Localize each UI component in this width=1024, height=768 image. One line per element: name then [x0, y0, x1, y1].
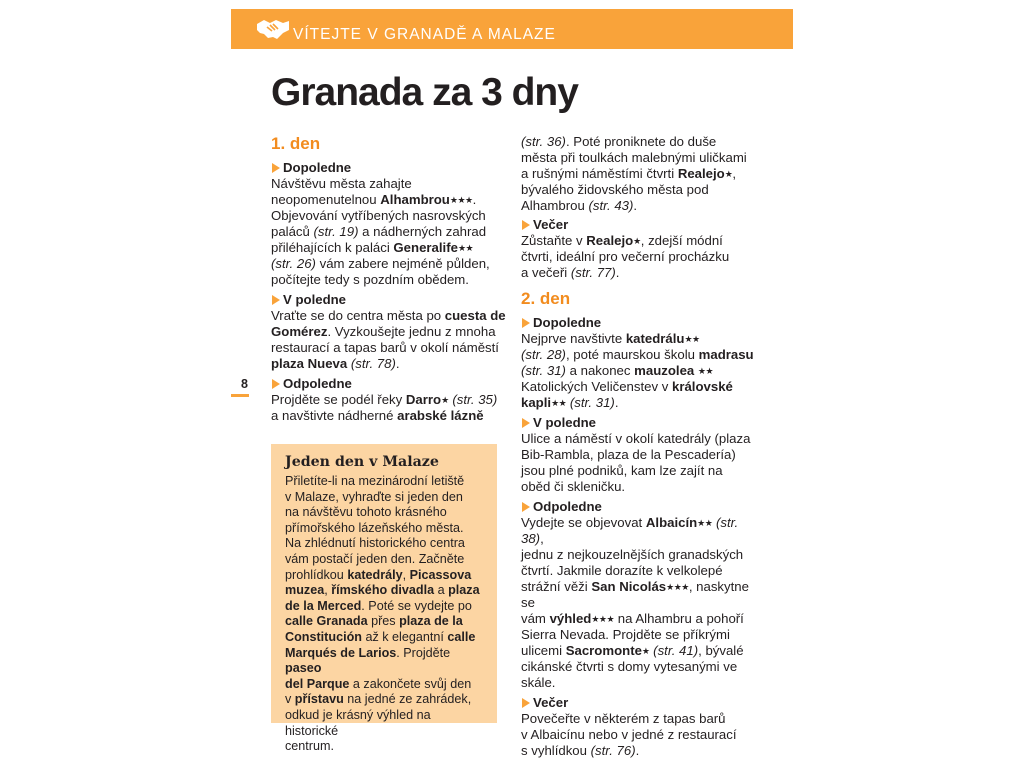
text-run: Vydejte se objevovat — [521, 515, 646, 530]
star-rating: ★ — [724, 169, 733, 179]
day1-noon-text — [271, 308, 506, 372]
star-rating: ★★ — [697, 518, 713, 528]
handshake-icon — [256, 18, 290, 40]
text-run: na Alhambru a pohoří Sierra Nevada. Projděte se příkrými ulicemi — [521, 611, 744, 658]
malaga-sidebar-box — [271, 444, 497, 754]
heading-label: Večer — [533, 217, 569, 232]
heading-label: V poledne — [533, 415, 597, 430]
text-run: přes — [367, 614, 400, 629]
triangle-bullet-icon — [522, 502, 530, 512]
day2-noon — [521, 415, 756, 495]
day2-morning-heading — [521, 315, 756, 331]
page-reference: (str. 43) — [588, 198, 634, 213]
triangle-bullet-icon — [522, 220, 530, 230]
banner-title: VÍTEJTE V GRANADĚ A MALAZE — [293, 26, 556, 43]
page-reference: (str. 31) — [569, 395, 615, 410]
day1-morning — [271, 160, 506, 288]
place-arab-baths: arabské lázně — [397, 408, 484, 423]
text-run: a navštivte nádherné — [271, 408, 394, 423]
text-run: , bývalé cikánské čtvrti s domy vytesanými ve skále. — [521, 643, 744, 690]
day1-afternoon-text — [271, 392, 506, 424]
text-run: . — [614, 395, 619, 410]
day1-noon-heading — [271, 292, 506, 308]
page-reference: (str. 36) — [521, 134, 566, 149]
text-run: , naskytne se vám — [521, 579, 749, 626]
place-plaza-nueva: plaza Nueva — [271, 356, 348, 371]
place-generalife: Generalife — [393, 240, 458, 255]
star-rating: ★★★ — [666, 582, 689, 592]
page-number: 8 — [241, 377, 248, 391]
place-merced: plaza de la Merced — [285, 583, 480, 613]
text-run: , bývalého židovského města pod Alhambrou — [521, 166, 736, 213]
day1-evening-heading — [521, 217, 756, 233]
text-run: . — [633, 198, 638, 213]
text-run: Návštěvu města zahajte neopomenutelnou — [271, 176, 412, 207]
star-rating: ★★ — [697, 366, 714, 376]
day2-title: 2. den — [521, 289, 571, 308]
text-run: až k elegantní — [361, 629, 448, 644]
text-run: . — [615, 265, 620, 280]
page-reference: (str. 35) — [452, 392, 498, 407]
heading-label: Večer — [533, 695, 569, 710]
day1-evening — [521, 217, 756, 281]
star-rating: ★ — [441, 395, 449, 405]
triangle-bullet-icon — [522, 318, 530, 328]
place-pristav: přístavu — [294, 692, 344, 707]
text-run: . — [635, 743, 640, 758]
place-calle-granada: calle Granada — [285, 614, 368, 629]
place-sacromonte: Sacromonte — [565, 643, 642, 658]
place-parque: paseo del Parque — [285, 661, 350, 691]
text-run: Katolických Veličenstev v — [521, 379, 669, 394]
day1-morning-heading — [271, 160, 506, 176]
day1-morning-text — [271, 176, 506, 288]
place-larios: calle Marqués de Larios — [285, 629, 476, 660]
text-run: . Poté proniknete do duše města při toulkách malebnými uličkami a rušnými náměstími čtvrti — [521, 134, 747, 181]
text-run: Zůstaňte v — [521, 233, 587, 248]
text-run: . Objevování vytříbených nasrovských paláců — [271, 192, 486, 239]
day2-evening-heading — [521, 695, 756, 711]
place-divadlo: římského divadla — [331, 583, 435, 598]
heading-label: Odpoledne — [283, 376, 352, 391]
page-reference: (str. 31) — [521, 363, 566, 378]
place-madrasa: madrasu — [698, 347, 754, 362]
right-column — [521, 134, 756, 763]
place-mauzolea: mauzolea — [634, 363, 695, 378]
place-katedraly: katedrály — [347, 567, 403, 582]
day2-afternoon-text — [521, 515, 756, 691]
day1-afternoon-heading — [271, 376, 506, 392]
star-rating: ★ — [641, 646, 650, 656]
triangle-bullet-icon — [272, 295, 280, 305]
page-reference: (str. 77) — [570, 265, 616, 280]
star-rating: ★ — [633, 236, 641, 246]
place-san-nicolas: San Nicolás — [591, 579, 667, 594]
page-reference: (str. 76) — [590, 743, 636, 758]
heading-label: Odpoledne — [533, 499, 602, 514]
day2-morning-text — [521, 331, 756, 411]
text-run: Přiletíte-li na mezinárodní letiště v Malaze, vyhraďte si jeden den na návštěvu tohoto krásného přímořského lázeňského města. Na zhlédnutí historického centra vám postačí jeden den. Začněte prohlídkou — [285, 474, 465, 582]
text-run: . Projděte — [396, 645, 451, 660]
box-title: Jeden den v Malaze — [285, 454, 439, 470]
text-run: , — [402, 567, 410, 582]
text-run: , zdejší módní čtvrti, ideální pro večerní procházku a večeři — [521, 233, 730, 280]
text-run: , — [324, 583, 332, 598]
heading-label: V poledne — [283, 292, 347, 307]
heading-label: Dopoledne — [533, 315, 602, 330]
day1-title: 1. den — [271, 134, 321, 153]
star-rating: ★★ — [457, 243, 474, 253]
place-katedrala: katedrálu — [625, 331, 685, 346]
text-run: Povečeřte v některém z tapas barů v Albaicínu nebo v jedné z restaurací s vyhlídkou — [521, 711, 737, 758]
text-run: . Poté se vydejte po — [361, 598, 472, 613]
day2-noon-heading — [521, 415, 756, 431]
text-run: , poté maurskou školu — [565, 347, 699, 362]
place-darro: Darro — [405, 392, 442, 407]
place-picasso: Picassova muzea — [285, 567, 472, 598]
star-rating: ★★ — [684, 334, 700, 344]
day2-evening — [521, 695, 756, 759]
place-constitucion: plaza de la Constitución — [285, 614, 463, 644]
text-run: vám zabere nejméně půlden, počítejte tedy s pozdním obědem. — [271, 256, 490, 287]
day1-evening-text — [521, 233, 756, 281]
text-run: . — [395, 356, 400, 371]
star-rating: ★★★ — [591, 614, 615, 624]
triangle-bullet-icon — [522, 698, 530, 708]
place-albaicin: Albaicín — [645, 515, 698, 530]
place-alhambra: Alhambrou — [380, 192, 450, 207]
place-vyhled: výhled — [549, 611, 592, 626]
page-reference: (str. 19) — [313, 224, 359, 239]
text-run: , jednu z nejkouzelnějších granadských čtvrtí. Jakmile dorazíte k velkolepé strážní věži — [521, 531, 744, 594]
day1-column — [271, 134, 506, 428]
text-run: Projděte se podél řeky — [271, 392, 406, 407]
day2-morning — [521, 315, 756, 411]
day2-noon-text: Ulice a náměstí v okolí katedrály (plaza Bib-Rambla, plaza de la Pescadería) jsou plné podniků, kam lze zajít na oběd či skleničku. — [521, 431, 751, 494]
day2-afternoon-heading — [521, 499, 756, 515]
triangle-bullet-icon — [272, 163, 280, 173]
text-run: Nejprve navštivte — [521, 331, 626, 346]
text-run: a zakončete svůj den v — [285, 676, 472, 707]
section-banner — [231, 9, 793, 49]
page-reference: (str. 38) — [521, 515, 739, 546]
star-rating: ★★ — [551, 398, 567, 408]
star-rating: ★★★ — [449, 195, 473, 205]
day2-afternoon — [521, 499, 756, 691]
text-run: a nakonec — [565, 363, 635, 378]
day2-evening-text — [521, 711, 756, 759]
page-reference: (str. 78) — [350, 356, 396, 371]
text-run: a — [434, 583, 449, 598]
page-title: Granada za 3 dny — [271, 71, 578, 114]
day1-afternoon — [271, 376, 506, 424]
day1-afternoon-continued — [521, 134, 756, 214]
page-reference: (str. 28) — [521, 347, 566, 362]
page-reference: (str. 41) — [653, 643, 699, 658]
place-realejo: Realejo — [677, 166, 725, 181]
text-run: Vraťte se do centra města po — [271, 308, 445, 323]
heading-label: Dopoledne — [283, 160, 352, 175]
place-kaple: královské kapli — [521, 379, 733, 410]
text-run: na jedné ze zahrádek, odkud je krásný výhled na historické centrum. — [285, 692, 472, 754]
place-realejo: Realejo — [586, 233, 634, 248]
page-marker — [231, 394, 249, 397]
triangle-bullet-icon — [522, 418, 530, 428]
place-cuesta: cuesta de Gomérez — [271, 308, 506, 339]
text-run: . Vyzkoušejte jednu z mnoha restaurací a tapas barů v okolí náměstí — [271, 324, 499, 355]
text-run: a nádherných zahrad přiléhajících k paláci — [271, 224, 487, 255]
triangle-bullet-icon — [272, 379, 280, 389]
day1-noon — [271, 292, 506, 372]
page-reference: (str. 26) — [271, 256, 316, 271]
box-text — [285, 474, 487, 755]
